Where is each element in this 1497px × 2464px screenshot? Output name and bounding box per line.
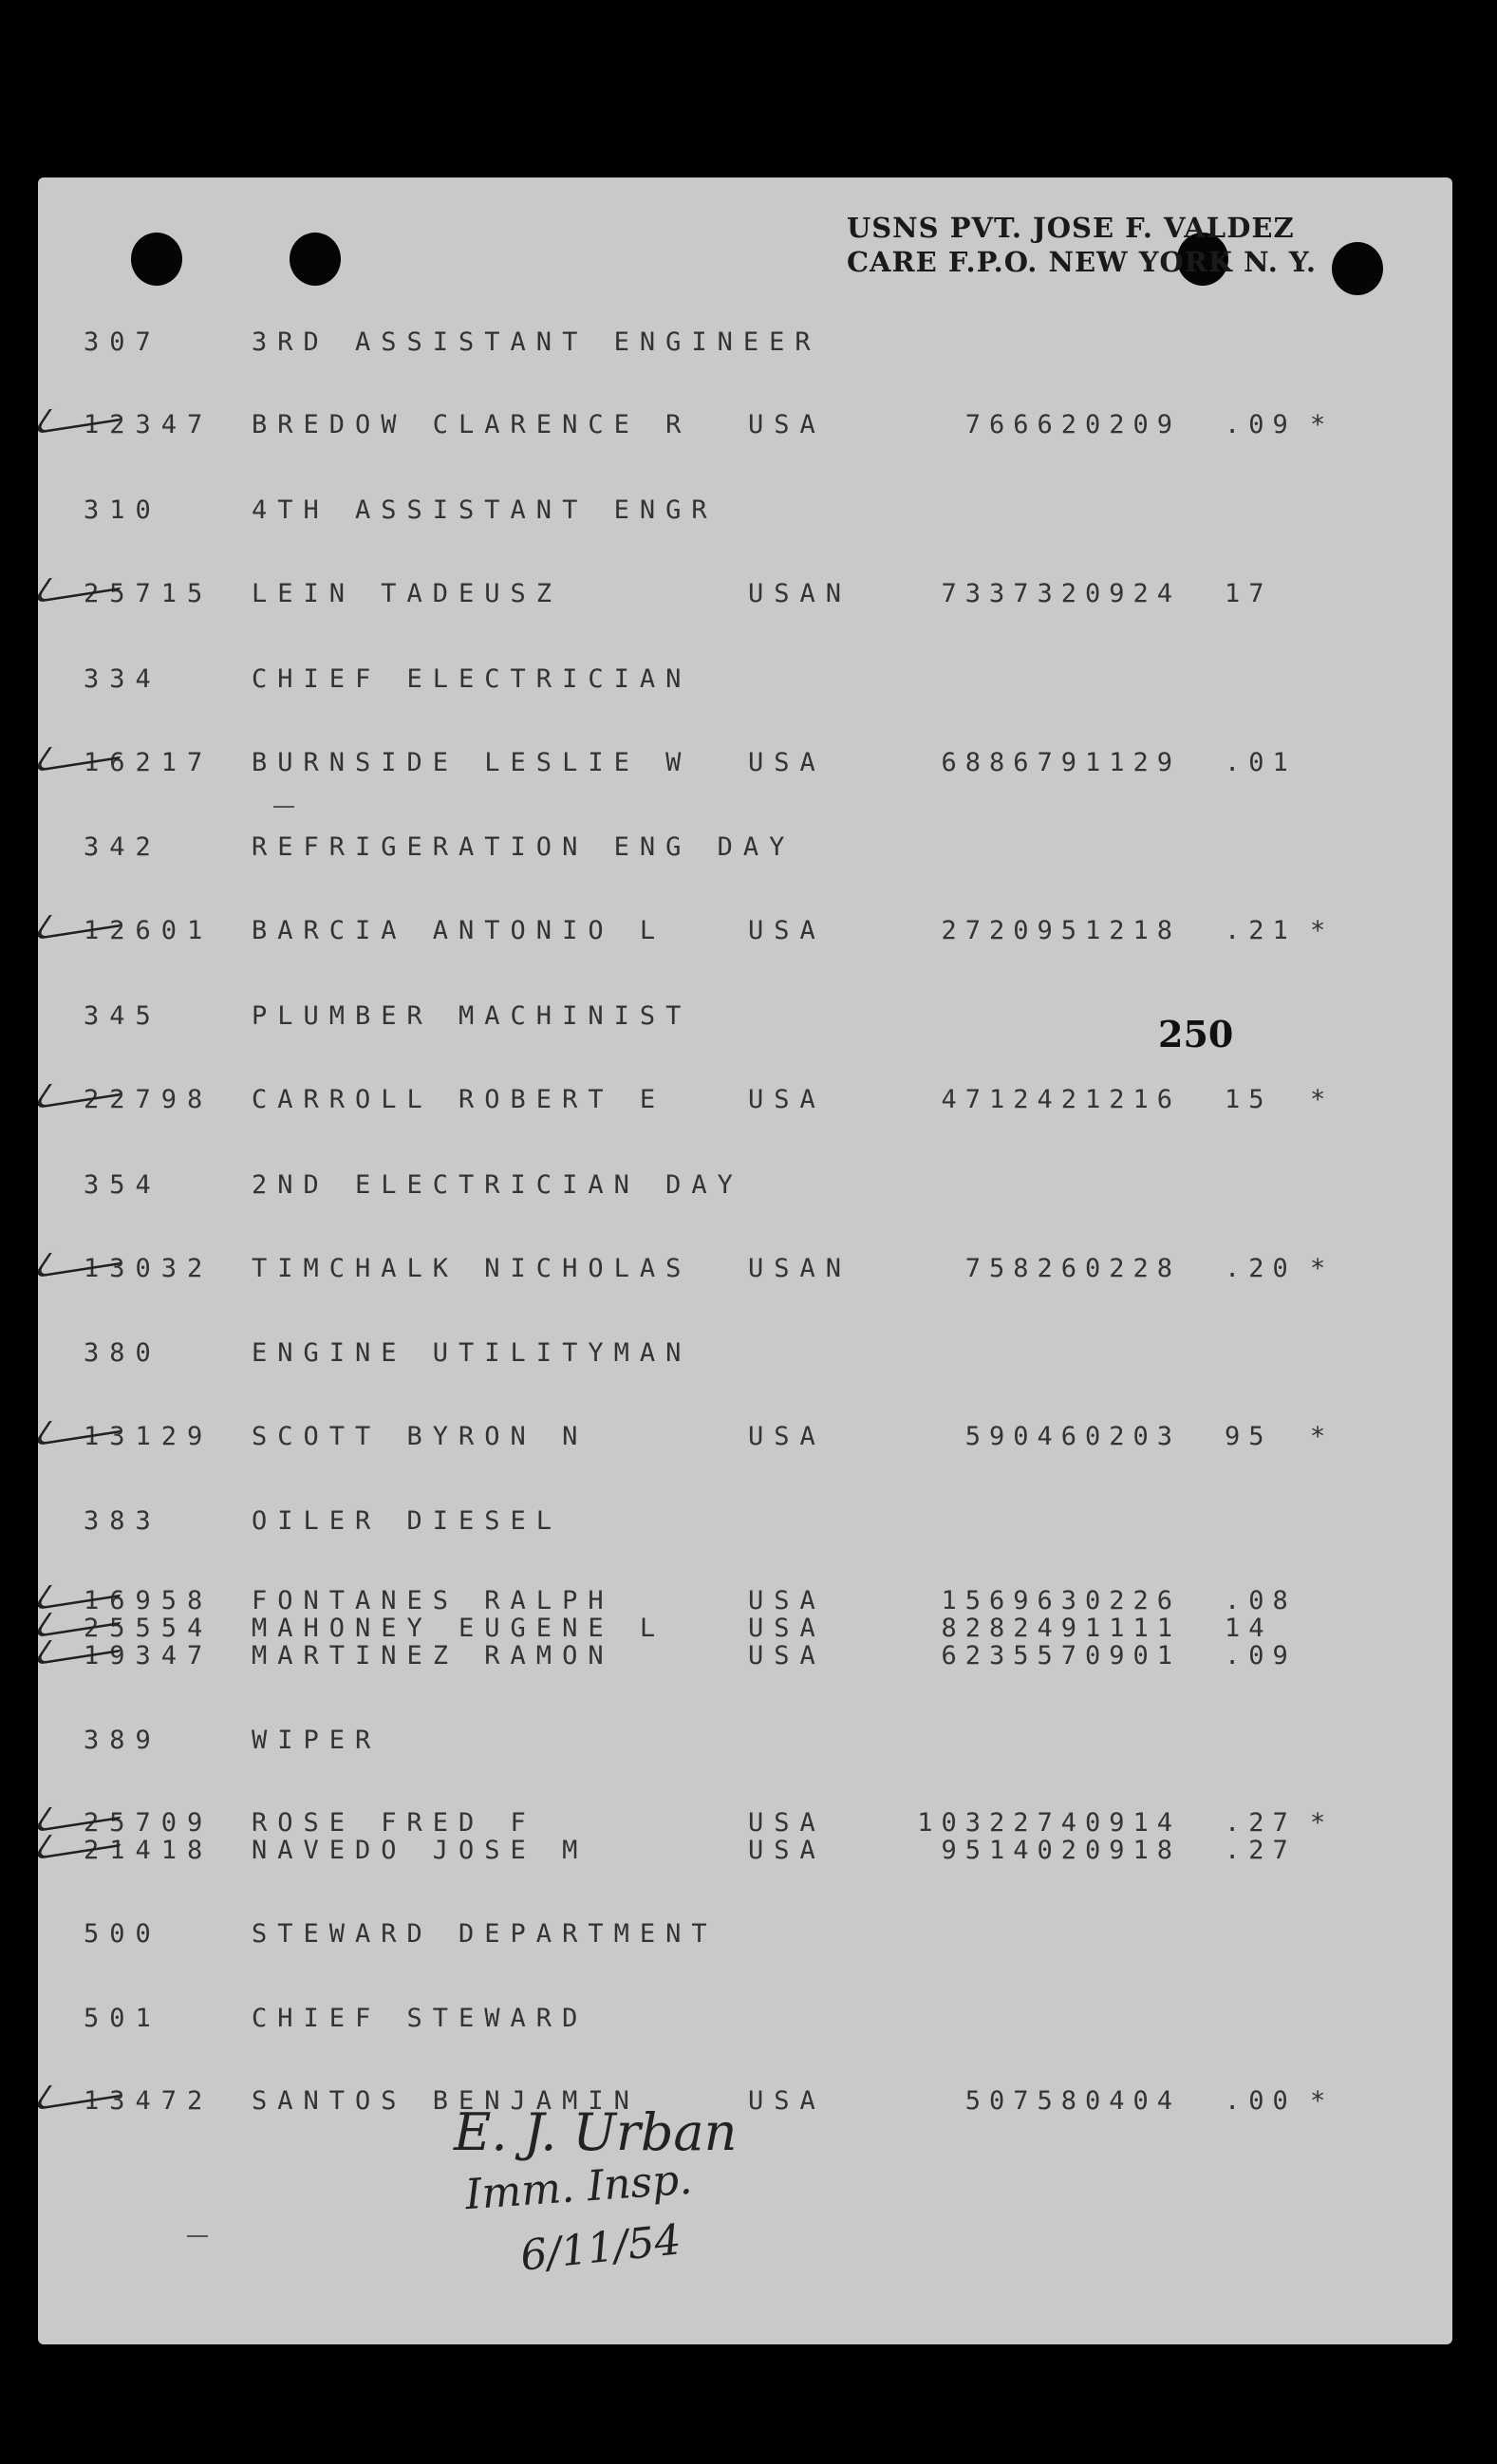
stray-mark	[187, 2235, 208, 2237]
ship-header	[847, 211, 1317, 279]
rating-heading	[0, 1338, 1414, 1376]
line-citizenship: USA	[748, 1836, 826, 1865]
line-code: 12347	[84, 410, 214, 439]
rating-heading	[0, 1919, 1414, 1957]
line-code: 354	[84, 1170, 161, 1200]
line-star: *	[1310, 1808, 1337, 1838]
crew-entry	[0, 1836, 1414, 1874]
rating-heading	[0, 832, 1414, 870]
crew-entry	[0, 579, 1414, 617]
line-number: 733732	[941, 579, 1085, 608]
signature-name: E. J. Urban	[454, 2102, 738, 2162]
rating-heading	[0, 1726, 1414, 1764]
line-citizenship: USA	[748, 1808, 826, 1838]
line-name: CHIEF STEWARD	[252, 2004, 589, 2033]
line-citizenship: USA	[748, 410, 826, 439]
line-star: *	[1310, 916, 1337, 945]
line-date: 0203	[1085, 1422, 1182, 1451]
line-code: 13129	[84, 1422, 214, 1451]
line-star: *	[1310, 2086, 1337, 2116]
stray-mark	[273, 806, 294, 808]
line-name: CARROLL ROBERT E	[252, 1085, 666, 1114]
punch-hole	[290, 233, 341, 286]
line-citizenship: USA	[748, 2086, 826, 2116]
line-code: 383	[84, 1506, 161, 1536]
line-date: 1218	[1085, 916, 1182, 945]
line-code: 22798	[84, 1085, 214, 1114]
line-code: 310	[84, 495, 161, 525]
line-amount: .27	[1225, 1808, 1297, 1838]
rating-heading	[0, 327, 1414, 365]
line-code: 500	[84, 1919, 161, 1949]
line-code: 21418	[84, 1836, 214, 1865]
line-citizenship: USA	[748, 1422, 826, 1451]
line-date: 1129	[1085, 748, 1182, 777]
punch-hole	[131, 233, 182, 286]
line-name: MARTINEZ RAMON	[252, 1641, 614, 1671]
line-code: 19347	[84, 1641, 214, 1671]
line-number: 75826	[964, 1254, 1085, 1283]
line-amount: .20	[1225, 1254, 1297, 1283]
line-number: 623557	[941, 1641, 1085, 1671]
crew-entry	[0, 1641, 1414, 1679]
line-code: 380	[84, 1338, 161, 1368]
line-star: *	[1310, 1085, 1337, 1114]
line-name: MAHONEY EUGENE L	[252, 1614, 666, 1643]
line-name: WIPER	[252, 1726, 382, 1755]
line-name: REFRIGERATION ENG DAY	[252, 832, 795, 862]
line-name: BREDOW CLARENCE R	[252, 410, 692, 439]
line-name: FONTANES RALPH	[252, 1586, 614, 1615]
line-name: LEIN TADEUSZ	[252, 579, 563, 608]
crew-entry	[0, 410, 1414, 448]
line-number: 59046	[964, 1422, 1085, 1451]
page-number: 250	[1158, 1013, 1234, 1055]
line-name: PLUMBER MACHINIST	[252, 1001, 692, 1031]
line-date: 0901	[1085, 1641, 1182, 1671]
signature-date: 6/11/54	[517, 2215, 683, 2281]
line-code: 307	[84, 327, 161, 357]
line-code: 25709	[84, 1808, 214, 1838]
line-number: 951402	[941, 1836, 1085, 1865]
line-star: *	[1310, 1422, 1337, 1451]
line-name: TIMCHALK NICHOLAS	[252, 1254, 692, 1283]
line-star: *	[1310, 410, 1337, 439]
line-amount: 95	[1225, 1422, 1273, 1451]
line-date: 0226	[1085, 1586, 1182, 1615]
line-amount: .27	[1225, 1836, 1297, 1865]
line-number: 471242	[941, 1085, 1085, 1114]
punch-hole	[1332, 242, 1383, 295]
line-name: SCOTT BYRON N	[252, 1422, 589, 1451]
line-name: 3RD ASSISTANT ENGINEER	[252, 327, 821, 357]
rating-heading	[0, 1001, 1414, 1039]
line-citizenship: USA	[748, 1085, 826, 1114]
line-code: 16217	[84, 748, 214, 777]
line-code: 13472	[84, 2086, 214, 2116]
line-number: 688679	[941, 748, 1085, 777]
line-number: 1032274	[917, 1808, 1085, 1838]
rating-heading	[0, 2004, 1414, 2042]
line-date: 1111	[1085, 1614, 1182, 1643]
line-code: 342	[84, 832, 161, 862]
line-name: ROSE FRED F	[252, 1808, 536, 1838]
line-name: STEWARD DEPARTMENT	[252, 1919, 718, 1949]
line-code: 345	[84, 1001, 161, 1031]
crew-entry	[0, 1254, 1414, 1292]
line-code: 16958	[84, 1586, 214, 1615]
rating-heading	[0, 1506, 1414, 1544]
line-name: CHIEF ELECTRICIAN	[252, 664, 692, 694]
line-amount: 17	[1225, 579, 1273, 608]
line-amount: .01	[1225, 748, 1297, 777]
line-name: NAVEDO JOSE M	[252, 1836, 589, 1865]
line-amount: 15	[1225, 1085, 1273, 1114]
line-code: 389	[84, 1726, 161, 1755]
line-date: 0209	[1085, 410, 1182, 439]
line-code: 501	[84, 2004, 161, 2033]
line-name: BARCIA ANTONIO L	[252, 916, 666, 945]
line-amount: .21	[1225, 916, 1297, 945]
line-name: OILER DIESEL	[252, 1506, 563, 1536]
line-amount: 14	[1225, 1614, 1273, 1643]
line-date: 0228	[1085, 1254, 1182, 1283]
crew-entry	[0, 916, 1414, 954]
line-number: 828249	[941, 1614, 1085, 1643]
line-number: 76662	[964, 410, 1085, 439]
line-citizenship: USA	[748, 1614, 826, 1643]
line-citizenship: USA	[748, 1586, 826, 1615]
crew-entry	[0, 1422, 1414, 1460]
signature	[435, 2102, 777, 2292]
line-name: 2ND ELECTRICIAN DAY	[252, 1170, 743, 1200]
line-amount: .09	[1225, 410, 1297, 439]
crew-entry	[0, 1085, 1414, 1123]
line-amount: .08	[1225, 1586, 1297, 1615]
line-citizenship: USAN	[748, 1254, 852, 1283]
line-number: 156963	[941, 1586, 1085, 1615]
line-citizenship: USAN	[748, 579, 852, 608]
signature-title: Imm. Insp.	[463, 2155, 694, 2220]
line-code: 25554	[84, 1614, 214, 1643]
line-number: 272095	[941, 916, 1085, 945]
line-name: ENGINE UTILITYMAN	[252, 1338, 692, 1368]
line-code: 25715	[84, 579, 214, 608]
line-name: 4TH ASSISTANT ENGR	[252, 495, 718, 525]
line-citizenship: USA	[748, 1641, 826, 1671]
line-code: 13032	[84, 1254, 214, 1283]
line-number: 50758	[964, 2086, 1085, 2116]
crew-entry	[0, 748, 1414, 786]
line-code: 334	[84, 664, 161, 694]
line-amount: .00	[1225, 2086, 1297, 2116]
line-date: 0924	[1085, 579, 1182, 608]
line-star: *	[1310, 1254, 1337, 1283]
rating-heading	[0, 495, 1414, 533]
ship-name: USNS PVT. JOSE F. VALDEZ	[846, 212, 1295, 244]
line-date: 0404	[1085, 2086, 1182, 2116]
rating-heading	[0, 664, 1414, 702]
line-date: 0918	[1085, 1836, 1182, 1865]
line-date: 0914	[1085, 1808, 1182, 1838]
line-citizenship: USA	[748, 748, 826, 777]
line-amount: .09	[1225, 1641, 1297, 1671]
rating-heading	[0, 1170, 1414, 1208]
line-code: 12601	[84, 916, 214, 945]
line-citizenship: USA	[748, 916, 826, 945]
line-date: 1216	[1085, 1085, 1182, 1114]
line-name: SANTOS BENJAMIN	[252, 2086, 640, 2116]
ship-address: CARE F.P.O. NEW YORK N. Y.	[846, 246, 1317, 278]
line-name: BURNSIDE LESLIE W	[252, 748, 692, 777]
